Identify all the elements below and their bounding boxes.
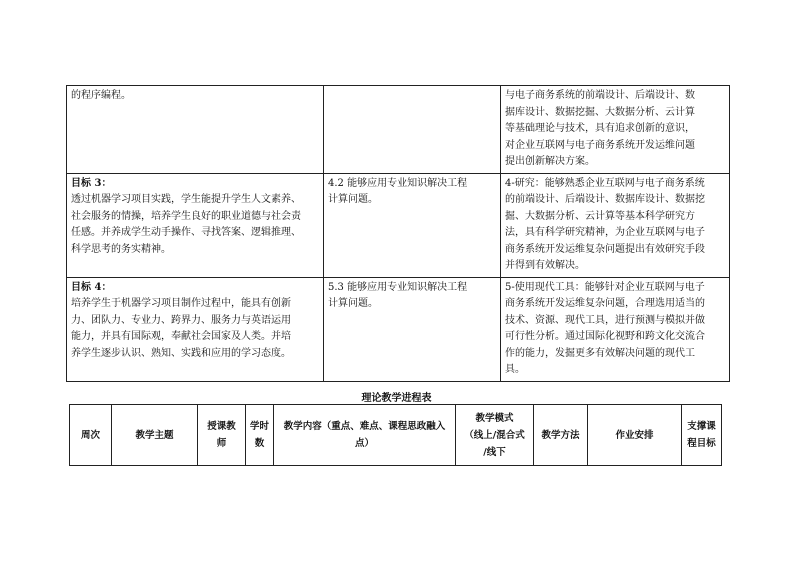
header-week: 周次: [70, 405, 112, 466]
table-row: [67, 86, 730, 174]
schedule-title: 理论教学进程表: [361, 393, 432, 404]
goal-text: 培养学生于机器学习项目制作过程中，能具有创新 力、团队力、专业力、跨界力、服务力与英语运用 能力，并具有国际观，奉献社会国家及人类。并培 养学生逐步认识、熟知、实践和应用的学习态度。: [71, 298, 291, 359]
requirement-cell: [501, 277, 730, 381]
goal-title: 目标 4：: [71, 281, 112, 293]
indicator-cell: [324, 277, 501, 381]
requirement-cell: [501, 86, 730, 174]
indicator-text: 5.3 能够应用专业知识解决工程 计算问题。: [328, 281, 468, 309]
objectives-table: [66, 85, 730, 382]
header-homework: 作业安排: [588, 405, 682, 466]
goal-cell: [67, 173, 324, 277]
schedule-header-row: [70, 405, 722, 466]
header-teacher: 授课教 师: [198, 405, 246, 466]
header-content: 教学内容（重点、难点、课程思政融入 点）: [274, 405, 456, 466]
table-row: [67, 277, 730, 381]
goal-title: 目标 3：: [71, 177, 112, 189]
requirement-text: 4-研究：能够熟悉企业互联网与电子商务系统 的前端设计、后端设计、数据库设计、数据挖 掘、大数据分析、云计算等基本科学研究方 法，具有科学研究精神，为企业互联网与电子 商务系统开发运维复杂问题提出有效研究手段 并得到有效解决。: [505, 177, 705, 271]
indicator-text: 4.2 能够应用专业知识解决工程 计算问题。: [328, 177, 468, 205]
table-row: [67, 173, 730, 277]
requirement-text: 与电子商务系统的前端设计、后端设计、数 据库设计、数据挖掘、大数据分析、云计算 等基础理论与技术，具有追求创新的意识， 对企业互联网与电子商务系统开发运维问题 提出创新解决方案。: [505, 90, 695, 167]
goal-text: 透过机器学习项目实践，学生能提升学生人文素养、 社会服务的情操，培养学生良好的职业道德与社会责 任感。并养成学生动手操作、寻找答案、逻辑推理、 科学思考的务实精神。: [71, 194, 301, 255]
requirement-text: 5-使用现代工具：能够针对企业互联网与电子 商务系统开发运维复杂问题，合理选用适当的 技术、资源、现代工具，进行预测与模拟并做 可行性分析。通过国际化视野和跨文化交流合 作的能力，发掘更多有效解决问题的现代工 具。: [505, 281, 705, 375]
indicator-cell: [324, 86, 501, 174]
schedule-table: [69, 404, 722, 466]
header-mode: 教学模式 （线上/混合式 /线下: [456, 405, 534, 466]
goal-text: 的程序编程。: [71, 90, 131, 101]
requirement-cell: [501, 173, 730, 277]
header-method: 教学方法: [534, 405, 588, 466]
header-topic: 教学主题: [112, 405, 198, 466]
header-hours: 学时 数: [246, 405, 274, 466]
goal-cell: [67, 277, 324, 381]
goal-cell: [67, 86, 324, 174]
header-objective: 支撑课 程目标: [682, 405, 722, 466]
indicator-cell: [324, 173, 501, 277]
